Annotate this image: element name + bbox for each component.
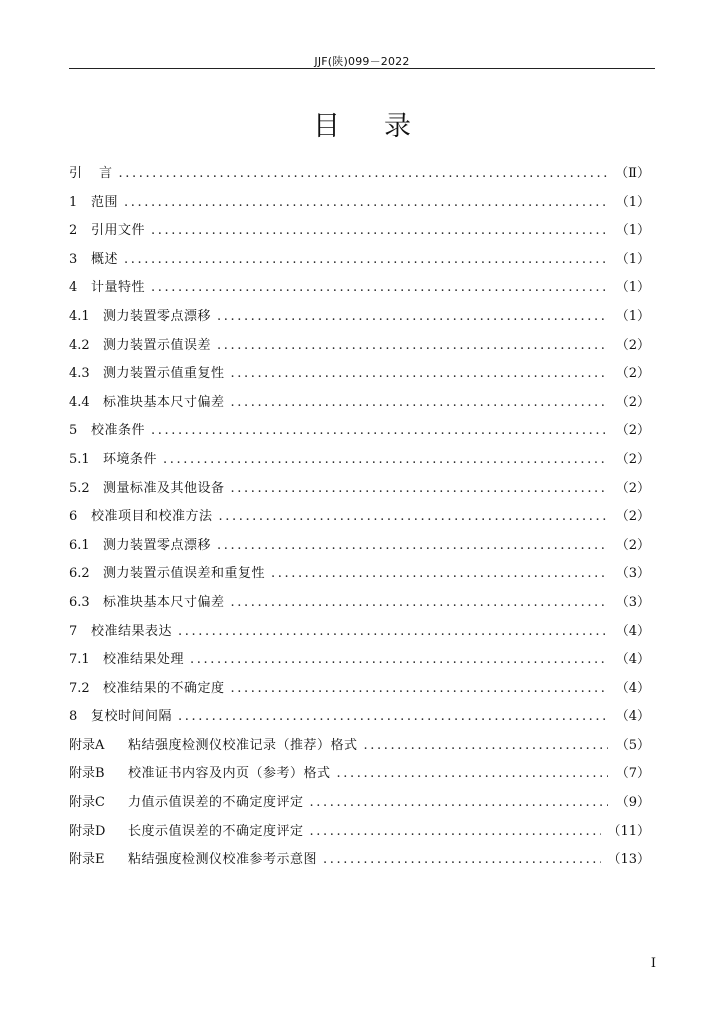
- toc-entry-number: 1: [69, 194, 78, 210]
- toc-entry-page: （1）: [615, 280, 650, 296]
- toc-entry[interactable]: [69, 191, 650, 220]
- toc-entry[interactable]: [69, 448, 650, 477]
- toc-entry-number: 4.2: [69, 337, 90, 353]
- toc-entry-page: （4）: [615, 709, 650, 725]
- toc-entry-page: （2）: [615, 480, 650, 496]
- toc-entry-page: （13）: [607, 852, 650, 868]
- toc-entry-label: 言: [99, 166, 113, 181]
- toc-entry-page: （4）: [615, 623, 650, 639]
- toc-entry-number: 附录E: [69, 852, 105, 868]
- toc-entry[interactable]: [69, 791, 650, 820]
- toc-entry[interactable]: [69, 419, 650, 448]
- toc-entry-number: 4: [69, 280, 78, 296]
- toc-entry-number: 6.1: [69, 537, 90, 553]
- toc-entry-page: （2）: [615, 394, 650, 410]
- leader-dots: [151, 223, 608, 238]
- toc-entry-page: （Ⅱ）: [615, 166, 650, 181]
- toc-entry-page: （5）: [615, 737, 650, 753]
- toc-entry-page: （3）: [615, 566, 650, 582]
- leader-dots: [119, 166, 608, 181]
- toc-entry-number: 4.3: [69, 366, 90, 382]
- toc-entry-number: 5: [69, 423, 78, 439]
- toc-entry-page: （2）: [615, 337, 650, 353]
- toc-entry-label: 校准结果处理: [103, 652, 185, 668]
- toc-entry-label: 范围: [91, 194, 119, 210]
- toc-entry-page: （9）: [615, 795, 650, 811]
- leader-dots: [178, 709, 608, 724]
- leader-dots: [364, 738, 608, 753]
- leader-dots: [231, 366, 608, 381]
- toc-entry-label: 校准结果表达: [91, 623, 173, 639]
- toc-entry[interactable]: [69, 562, 650, 591]
- toc-entry-label: 校准条件: [91, 423, 146, 439]
- toc-entry[interactable]: [69, 591, 650, 620]
- page-number: I: [650, 956, 656, 971]
- toc-entry[interactable]: [69, 648, 650, 677]
- leader-dots: [124, 195, 608, 210]
- toc-entry-number: 7.2: [69, 680, 90, 696]
- leader-dots: [151, 280, 608, 295]
- toc-entry-label: 测力装置零点漂移: [103, 537, 212, 553]
- leader-dots: [231, 395, 608, 410]
- toc-entry-number: 6.3: [69, 594, 90, 610]
- toc-entry[interactable]: [69, 362, 650, 391]
- leader-dots: [323, 852, 601, 867]
- toc-entry[interactable]: [69, 762, 650, 791]
- toc-entry-page: （1）: [615, 194, 650, 210]
- toc-entry[interactable]: [69, 334, 650, 363]
- table-of-contents: [69, 162, 650, 877]
- toc-entry-label: 概述: [91, 251, 119, 267]
- header-rule: [69, 68, 655, 69]
- toc-entry-number: 2: [69, 223, 78, 239]
- leader-dots: [178, 624, 608, 639]
- toc-entry-number: 7: [69, 623, 78, 639]
- toc-entry-number: 附录A: [69, 737, 105, 753]
- toc-entry-label: 测力装置零点漂移: [103, 308, 212, 324]
- toc-entry[interactable]: [69, 219, 650, 248]
- toc-entry[interactable]: [69, 734, 650, 763]
- toc-entry-page: （3）: [615, 594, 650, 610]
- toc-entry-label: 标准块基本尺寸偏差: [103, 594, 225, 610]
- toc-entry-page: （4）: [615, 680, 650, 696]
- toc-entry-label: 测力装置示值重复性: [103, 366, 225, 382]
- toc-entry-label: 复校时间间隔: [91, 709, 173, 725]
- toc-entry[interactable]: [69, 162, 650, 191]
- toc-entry-page: （1）: [615, 223, 650, 239]
- toc-entry-number: 6.2: [69, 566, 90, 582]
- toc-entry-number: 4.4: [69, 394, 90, 410]
- toc-entry-page: （2）: [615, 509, 650, 525]
- toc-entry-label: 力值示值误差的不确定度评定: [128, 795, 304, 811]
- leader-dots: [217, 309, 608, 324]
- toc-entry[interactable]: [69, 820, 650, 849]
- toc-entry-number: 6: [69, 509, 78, 525]
- toc-entry-label: 测量标准及其他设备: [103, 480, 225, 496]
- toc-entry-page: （11）: [607, 823, 650, 839]
- toc-entry-page: （7）: [615, 766, 650, 782]
- toc-entry-label: 环境条件: [103, 451, 158, 467]
- toc-entry-label: 长度示值误差的不确定度评定: [128, 823, 304, 839]
- toc-entry[interactable]: [69, 705, 650, 734]
- leader-dots: [190, 652, 608, 667]
- toc-entry-number: 附录C: [69, 795, 105, 811]
- toc-entry-number: 5.1: [69, 451, 90, 467]
- toc-entry-number: 8: [69, 709, 78, 725]
- toc-entry-label: 标准块基本尺寸偏差: [103, 394, 225, 410]
- toc-entry-number: 附录D: [69, 823, 106, 839]
- toc-entry-label: 粘结强度检测仪校准参考示意图: [128, 852, 318, 868]
- toc-entry[interactable]: [69, 276, 650, 305]
- toc-entry[interactable]: [69, 534, 650, 563]
- toc-entry-label: 粘结强度检测仪校准记录（推荐）格式: [128, 737, 358, 753]
- leader-dots: [217, 538, 608, 553]
- toc-entry[interactable]: [69, 620, 650, 649]
- toc-entry-number: 5.2: [69, 480, 90, 496]
- toc-entry-label: 校准项目和校准方法: [91, 509, 213, 525]
- toc-entry-page: （2）: [615, 451, 650, 467]
- toc-entry[interactable]: [69, 677, 650, 706]
- leader-dots: [271, 566, 608, 581]
- toc-entry[interactable]: [69, 505, 650, 534]
- toc-entry-number: 4.1: [69, 308, 90, 324]
- toc-entry-page: （2）: [615, 423, 650, 439]
- toc-entry-label: 计量特性: [91, 280, 146, 296]
- leader-dots: [151, 423, 608, 438]
- toc-entry-label: 校准结果的不确定度: [103, 680, 225, 696]
- toc-entry[interactable]: [69, 477, 650, 506]
- leader-dots: [337, 766, 608, 781]
- toc-entry[interactable]: [69, 391, 650, 420]
- toc-entry-label: 校准证书内容及内页（参考）格式: [128, 766, 331, 782]
- toc-entry-number: 引: [69, 166, 83, 181]
- toc-entry[interactable]: [69, 248, 650, 277]
- toc-entry-number: 附录B: [69, 766, 105, 782]
- toc-entry-label: 测力装置示值误差和重复性: [103, 566, 266, 582]
- leader-dots: [124, 252, 608, 267]
- toc-entry-page: （4）: [615, 652, 650, 668]
- leader-dots: [310, 795, 608, 810]
- toc-entry[interactable]: [69, 848, 650, 877]
- leader-dots: [310, 824, 602, 839]
- toc-entry-number: 3: [69, 251, 78, 267]
- toc-entry-page: （1）: [615, 251, 650, 267]
- leader-dots: [231, 481, 608, 496]
- leader-dots: [219, 509, 608, 524]
- leader-dots: [231, 595, 608, 610]
- standard-code-header: JJF(陕)099－2022: [314, 55, 410, 68]
- toc-entry-page: （2）: [615, 537, 650, 553]
- page-title: 目录: [313, 111, 455, 142]
- toc-entry[interactable]: [69, 305, 650, 334]
- leader-dots: [231, 681, 608, 696]
- toc-entry-page: （1）: [615, 308, 650, 324]
- toc-entry-number: 7.1: [69, 652, 90, 668]
- toc-entry-label: 引用文件: [91, 223, 146, 239]
- toc-entry-label: 测力装置示值误差: [103, 337, 212, 353]
- toc-entry-page: （2）: [615, 366, 650, 382]
- leader-dots: [163, 452, 608, 467]
- leader-dots: [217, 338, 608, 353]
